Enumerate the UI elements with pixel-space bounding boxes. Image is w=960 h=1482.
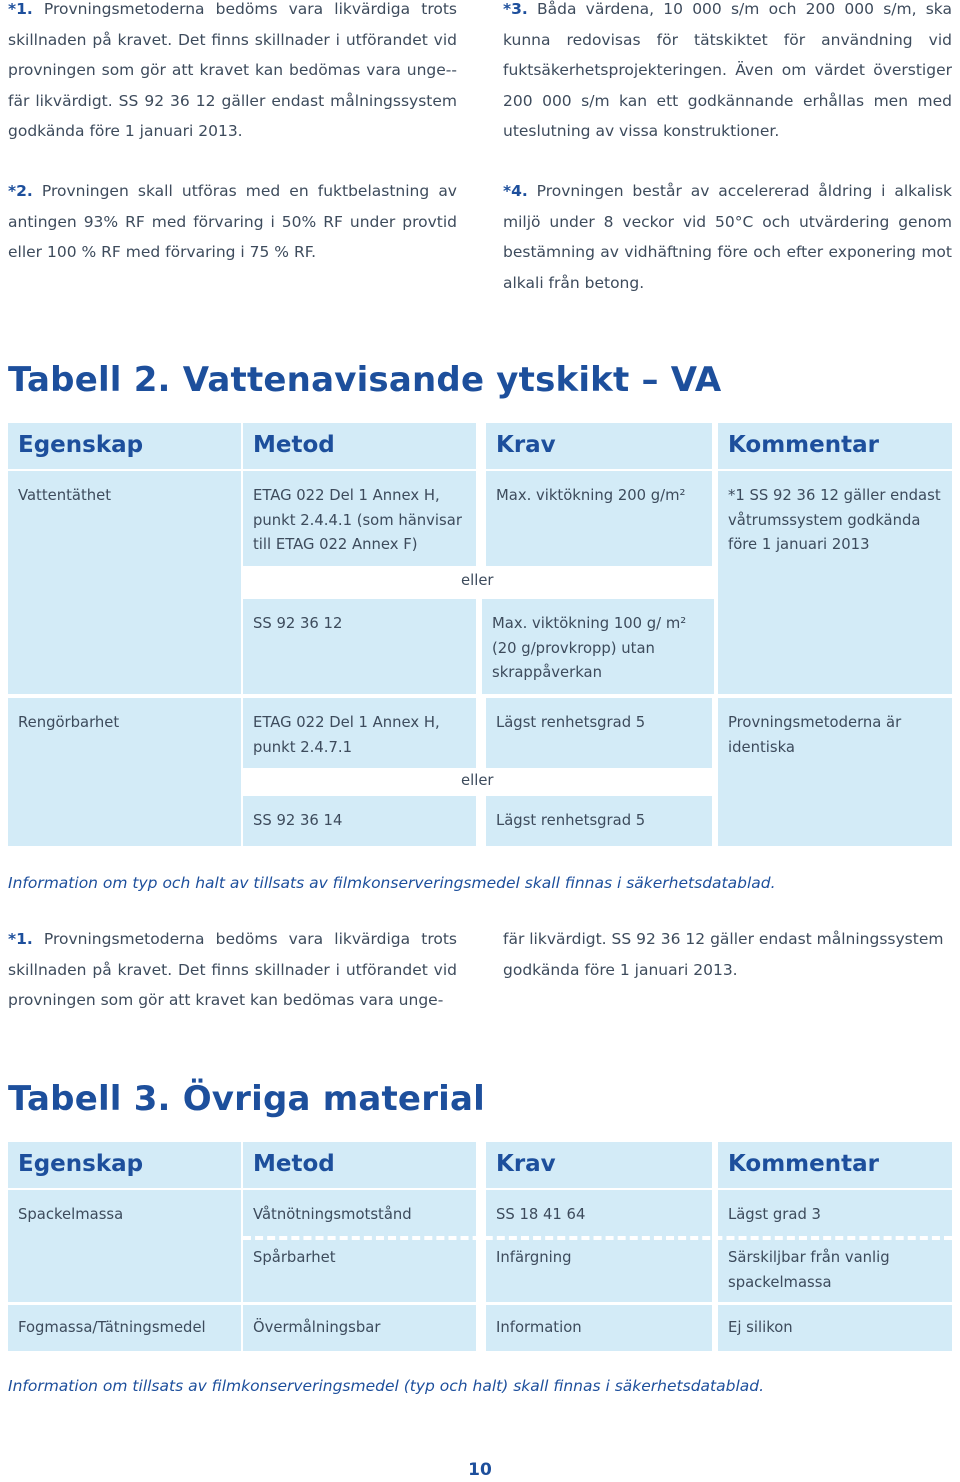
cell-metod-etag-h: ETAG 022 Del 1 Annex H, punkt 2.4.4.1 (som hänvisar till ETAG 022 Annex F) xyxy=(243,471,476,566)
cell-krav-100: Max. viktökning 100 g/ m² (20 g/provkropp) utan skrappåverkan xyxy=(482,599,714,694)
header-krav: Krav xyxy=(486,1142,712,1188)
dashed-divider xyxy=(243,1236,952,1240)
eller-label: eller xyxy=(461,772,494,789)
header-kommentar: Kommentar xyxy=(718,1142,952,1188)
note-3 xyxy=(503,0,952,147)
cell-krav-200: Max. viktökning 200 g/m² xyxy=(486,471,712,566)
note-1-mid-right xyxy=(503,924,952,985)
note-text: Provningsmetoderna bedöms vara likvärdiga trots skillnaden på kravet. Det finns skillnader i utförandet vid provningen som gör att kravet kan bedömas vara unge- xyxy=(8,930,457,1009)
note-text: Båda värdena, 10 000 s/m och 200 000 s/m, ska kunna redovisas för tätskiktet för användning vid fuktsäkerhetsprojekteringen. Även om värdet överstiger 200 000 s/m kan ett godkännande erhållas men med uteslutning av vissa konstruktioner. xyxy=(503,0,952,140)
cell-krav-renhet-1: Lägst renhetsgrad 5 xyxy=(486,698,712,768)
cell-egenskap-spackelmassa: Spackelmassa xyxy=(8,1190,241,1302)
cell-krav-information: Information xyxy=(486,1305,712,1351)
cell-metod-ss923614: SS 92 36 14 xyxy=(243,796,476,846)
cell-kommentar-sarskiljbar: Särskiljbar från vanlig spackelmassa xyxy=(728,1249,890,1291)
note-text: Provningen består av accelererad åldring i alkalisk miljö under 8 veckor vid 50°C och utvärdering genom bestämning av vidhäftning före och efter exponering mot alkali från betong. xyxy=(503,182,952,292)
cell-metod-overmalningsbar: Övermålningsbar xyxy=(243,1305,476,1351)
header-egenskap: Egenskap xyxy=(8,1142,241,1188)
cell-kommentar-identiska: Provningsmetoderna är identiska xyxy=(718,698,952,846)
note-4 xyxy=(503,176,952,298)
note-marker: *3. xyxy=(503,0,528,18)
note-2 xyxy=(8,176,457,268)
cell-krav-renhet-2: Lägst renhetsgrad 5 xyxy=(486,796,712,846)
note-text: fär likvärdigt. SS 92 36 12 gäller endast målningssystem godkända före 1 januari 2013. xyxy=(503,930,944,979)
note-marker: *4. xyxy=(503,182,528,200)
note-text: Provningen skall utföras med en fuktbelastning av antingen 93% RF med förvaring i 50% RF under provtid eller 100 % RF med förvaring i 75 % RF. xyxy=(8,182,457,261)
note-1-mid-left xyxy=(8,924,457,1016)
cell-egenskap-fogmassa: Fogmassa/Tätningsmedel xyxy=(8,1305,241,1351)
cell-metod-sparbarhet: Spårbarhet xyxy=(253,1249,336,1266)
cell-kommentar-ss: *1 SS 92 36 12 gäller endast våtrumssystem godkända före 1 januari 2013 xyxy=(718,471,952,694)
cell-egenskap-rengorbarhet: Rengörbarhet xyxy=(8,698,241,846)
header-kommentar: Kommentar xyxy=(718,423,952,469)
cell-metod-vatnotning: Våtnötningsmotstånd xyxy=(243,1190,476,1302)
eller-label: eller xyxy=(461,572,494,589)
note-1-top xyxy=(8,0,457,147)
cell-metod-ss923612: SS 92 36 12 xyxy=(243,599,476,694)
note-marker: *1. xyxy=(8,0,33,18)
header-krav: Krav xyxy=(486,423,712,469)
header-egenskap: Egenskap xyxy=(8,423,241,469)
table-3-title: Tabell 3. Övriga material xyxy=(8,1079,486,1119)
header-metod: Metod xyxy=(243,1142,476,1188)
note-marker: *1. xyxy=(8,930,33,948)
page-number: 10 xyxy=(468,1460,492,1480)
note-text: Provningsmetoderna bedöms vara likvärdiga trots skillnaden på kravet. Det finns skillnader i utförandet vid provningen som gör att kravet kan bedömas vara unge-fär likvärdigt. SS 92 36 12 gäller endast målningssystem godkända före 1 januari 2013. xyxy=(8,0,457,140)
cell-kommentar-grad3: Lägst grad 3 xyxy=(718,1190,952,1302)
cell-krav-infargning: Infärgning xyxy=(496,1249,572,1266)
table-2-title: Tabell 2. Vattenavisande ytskikt – VA xyxy=(8,360,722,400)
cell-egenskap-vattentathet: Vattentäthet xyxy=(8,471,241,694)
cell-krav-ss184164: SS 18 41 64 xyxy=(486,1190,712,1302)
note-marker: *2. xyxy=(8,182,33,200)
header-metod: Metod xyxy=(243,423,476,469)
cell-kommentar-ej-silikon: Ej silikon xyxy=(718,1305,952,1351)
table-3-info: Information om tillsats av filmkonserveringsmedel (typ och halt) skall finnas i säkerhetsdatablad. xyxy=(8,1377,765,1395)
table-2-info: Information om typ och halt av tillsats av filmkonserveringsmedel skall finnas i säkerhetsdatablad. xyxy=(8,874,776,892)
cell-metod-etag-h-2471: ETAG 022 Del 1 Annex H, punkt 2.4.7.1 xyxy=(243,698,476,768)
